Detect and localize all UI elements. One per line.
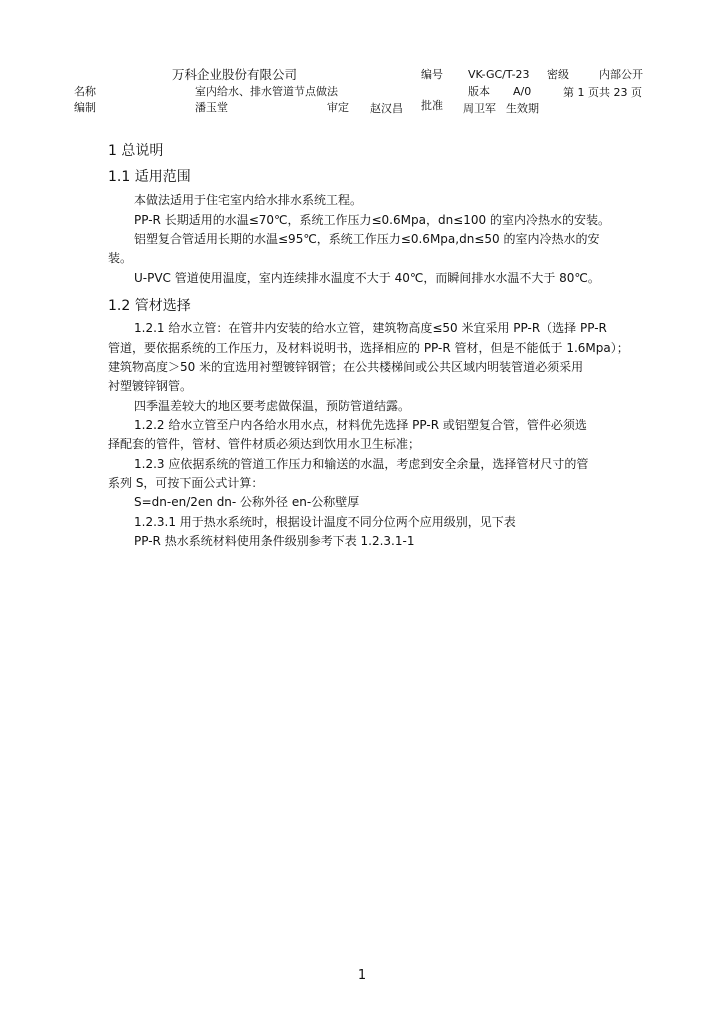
paragraph: 管道，要依据系统的工作压力，及材料说明书，选择相应的 PP-R 管材，但是不能低于 1.6Mpa）； [108,341,629,355]
section-heading-1-2: 1.2 管材选择 [108,298,191,314]
security-label: 密级 [547,68,569,81]
page-number: 1 [357,968,367,983]
paragraph: 系列 S，可按下面公式计算： [108,476,264,490]
paragraph: 铝塑复合管适用长期的水温≤95℃，系统工作压力≤0.6Mpa,dn≤50 的室内冷热水的安 [134,232,600,246]
approver-value: 周卫军 [463,102,496,115]
paragraph: 衬塑镀锌钢管。 [108,379,193,393]
paragraph: 建筑物高度＞50 米的宜选用衬塑镀锌钢管；在公共楼梯间或公共区域内明装管道必须采用 [108,360,584,374]
formula: S=dn-en/2en dn- 公称外径 en-公称壁厚 [134,495,360,509]
approver-label: 批准 [421,99,443,112]
paragraph: 1.2.3.1 用于热水系统时，根据设计温度不同分位两个应用级别，见下表 [134,515,516,529]
paragraph: 四季温差较大的地区要考虑做保温，预防管道结露。 [134,399,411,413]
paragraph: 1.2.1 给水立管：在管井内安装的给水立管，建筑物高度≤50 米宜采用 PP-R（选择 PP-R [134,321,607,335]
effective-date-label: 生效期 [506,102,539,115]
section-heading-1-1: 1.1 适用范围 [108,169,191,185]
paragraph: 1.2.3 应依据系统的管道工作压力和输送的水温，考虑到安全余量，选择管材尺寸的管 [134,457,589,471]
company-name: 万科企业股份有限公司 [172,67,298,82]
section-heading-1: 1 总说明 [108,143,164,159]
author-label: 编制 [74,101,96,114]
paragraph: U-PVC 管道使用温度，室内连续排水温度不大于 40℃，而瞬间排水水温不大于 80℃。 [134,271,600,285]
reviewer-value: 赵汉昌 [370,102,403,115]
title-value: 室内给水、排水管道节点做法 [195,85,338,98]
version-label: 版本 [468,85,490,98]
security-value: 内部公开 [599,68,643,81]
paragraph: PP-R 长期适用的水温≤70℃，系统工作压力≤0.6Mpa，dn≤100 的室内冷热水的安装。 [134,213,610,227]
paragraph: PP-R 热水系统材料使用条件级别参考下表 1.2.3.1-1 [134,534,415,548]
author-value: 潘玉堂 [195,101,228,114]
doc-number-label: 编号 [421,68,443,81]
paragraph: 装。 [108,251,133,265]
page-info: 第 1 页共 23 页 [563,86,642,99]
paragraph: 1.2.2 给水立管至户内各给水用水点，材料优先选择 PP-R 或铝塑复合管，管件必须选 [134,418,587,432]
version-value: A/0 [513,85,532,98]
title-label: 名称 [74,85,96,98]
doc-number-value: VK-GC/T-23 [468,68,530,81]
paragraph: 择配套的管件，管材、管件材质必须达到饮用水卫生标准； [108,437,421,451]
reviewer-label: 审定 [327,101,349,114]
paragraph: 本做法适用于住宅室内给水排水系统工程。 [134,193,363,207]
